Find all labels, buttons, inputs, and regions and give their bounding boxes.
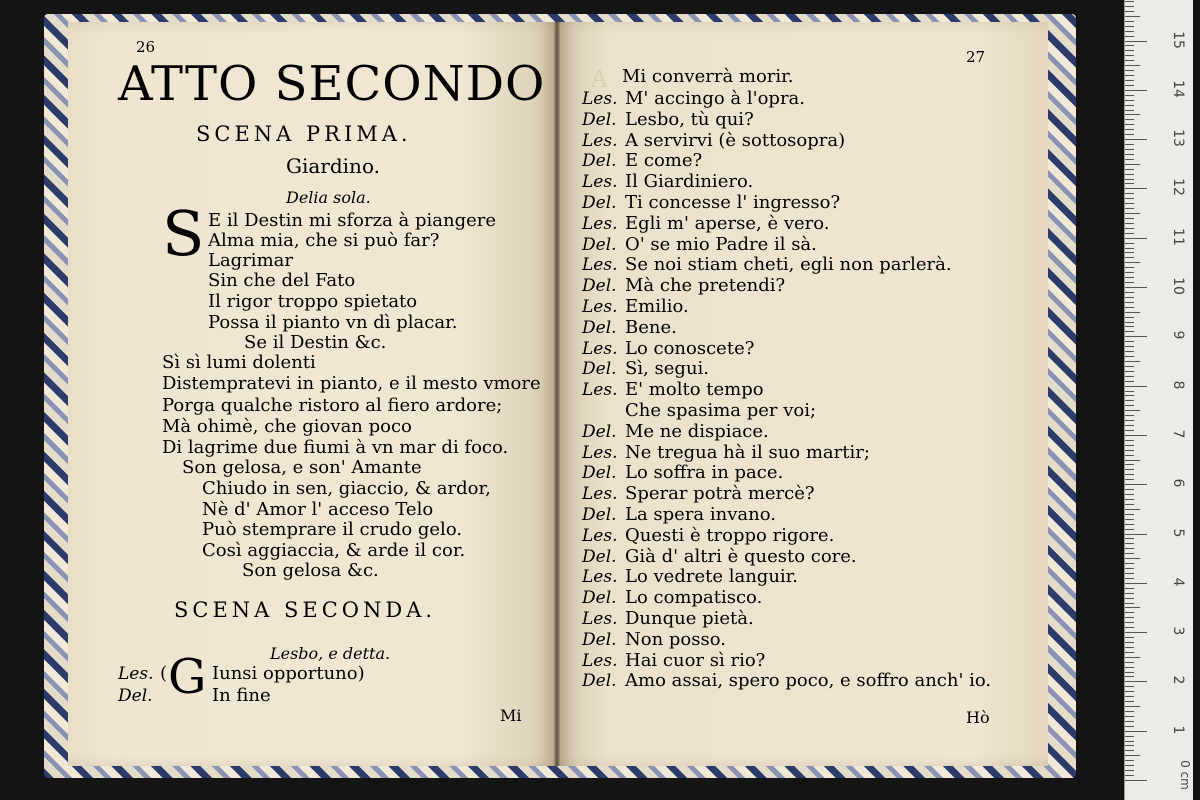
right-catchword: Hò (966, 708, 990, 727)
ruler-tick (1125, 351, 1134, 352)
speaker-label: Del. (582, 546, 617, 567)
speaker-label: Del. (582, 151, 617, 172)
ruler-tick (1125, 134, 1134, 135)
speaker-label: Les. (582, 609, 618, 629)
dialogue-line: Sì, segui. (625, 358, 710, 380)
ruler-tick (1125, 31, 1134, 32)
ruler-tick (1125, 662, 1134, 663)
ruler-tick (1125, 376, 1134, 377)
ruler-tick (1125, 203, 1134, 204)
ruler-tick (1125, 312, 1140, 313)
verse-line: Alma mia, che si può far? (208, 230, 440, 251)
ruler-tick (1125, 154, 1134, 155)
ruler-tick (1125, 257, 1134, 258)
ruler-number: 11 (1170, 227, 1186, 246)
verse-line: Di lagrime due fiumi à vn mar di foco. (162, 437, 509, 458)
ruler-tick (1125, 731, 1147, 732)
ruler-tick (1125, 100, 1134, 101)
dialogue-line: Egli m' aperse, è vero. (625, 212, 830, 234)
dialogue-line: Hai cuor sì rio? (625, 649, 766, 671)
speaker-label: Les. (582, 484, 618, 505)
ruler-tick (1125, 21, 1134, 22)
ruler-tick (1125, 494, 1134, 495)
ruler-tick (1125, 617, 1134, 618)
speaker-label: Del. (582, 421, 617, 442)
ruler-tick (1125, 529, 1134, 530)
ruler-tick (1125, 366, 1134, 367)
ruler-tick (1125, 341, 1134, 342)
speaker-label: Les. (582, 380, 618, 401)
speaker-label: Les. (582, 338, 618, 359)
drop-cap-g: G (168, 649, 207, 705)
verse-line: E il Destin mi sforza à piangere (208, 210, 497, 231)
ruler-tick (1125, 371, 1134, 372)
ruler-tick (1125, 400, 1134, 401)
ruler-tick (1125, 440, 1134, 441)
dialogue-line: Questi è troppo rigore. (625, 524, 835, 546)
ruler-tick (1125, 716, 1134, 717)
ruler-number: 3 (1170, 626, 1186, 636)
ruler-tick (1125, 119, 1134, 120)
ruler-tick (1125, 228, 1134, 229)
ruler-tick (1125, 726, 1134, 727)
ruler-tick (1125, 114, 1140, 115)
ruler-tick (1125, 75, 1134, 76)
ruler-tick (1125, 583, 1147, 584)
ruler-tick (1125, 622, 1134, 623)
ruler-tick (1125, 469, 1134, 470)
ruler-tick (1125, 405, 1134, 406)
speaker-label: Les. (582, 567, 618, 588)
dialogue-line: O' se mio Padre il sà. (625, 233, 817, 255)
ruler-tick (1125, 479, 1134, 480)
ruler-number: 12 (1170, 178, 1186, 197)
ruler-tick (1125, 144, 1134, 145)
ruler-tick (1125, 474, 1134, 475)
speaker-label: Del. (582, 234, 617, 255)
speaker-label: Del. (582, 276, 617, 297)
left-page-number: 26 (136, 38, 156, 56)
ruler-tick (1125, 252, 1134, 253)
verse-line: Così aggiaccia, & arde il cor. (202, 540, 466, 561)
speaker-label: Del. (582, 193, 617, 213)
dialogue-line: Bene. (625, 316, 677, 338)
ruler-tick (1125, 124, 1134, 125)
ruler-tick (1125, 174, 1134, 175)
verse-line: Possa il pianto vn dì placar. (208, 312, 458, 333)
dialogue-line: Mà che pretendi? (625, 275, 786, 297)
ruler-tick (1125, 179, 1134, 180)
ruler-tick (1125, 430, 1134, 431)
ruler-tick (1125, 322, 1134, 323)
speaker-label: Del. (582, 505, 617, 525)
ruler-tick (1125, 706, 1140, 707)
drop-cap-s: S (162, 197, 205, 270)
ruler-tick (1125, 553, 1134, 554)
speaker-label: Les. (582, 89, 618, 109)
open-parenthesis: ( (160, 663, 168, 684)
ruler-number: 15 (1170, 30, 1186, 49)
dialogue-line: E' molto tempo (625, 379, 764, 401)
dialogue-line: Lesbo, tù qui? (625, 108, 754, 130)
stage-direction-two: Lesbo, e detta. (270, 644, 391, 663)
ruler-tick (1125, 317, 1134, 318)
ruler-number: 10 (1170, 277, 1186, 295)
ruler-tick (1125, 691, 1134, 692)
dialogue-line: Amo assai, spero poco, e soffro anch' io. (625, 670, 992, 692)
ruler-tick (1125, 41, 1147, 42)
ruler-tick (1125, 361, 1140, 362)
verse-line: Son gelosa, e son' Amante (182, 457, 422, 478)
verse-line: Sì sì lumi dolenti (162, 352, 316, 373)
ruler-tick (1125, 36, 1134, 37)
ruler-tick (1125, 26, 1134, 27)
ruler-tick (1125, 538, 1134, 539)
ruler-tick (1125, 1, 1134, 2)
measurement-ruler (1124, 0, 1193, 800)
speaker-label: Les. (582, 213, 618, 234)
ruler-tick (1125, 435, 1147, 436)
speaker-label: Les. (582, 255, 618, 276)
ruler-tick (1125, 711, 1134, 712)
ruler-tick (1125, 548, 1134, 549)
speaker-label: Del. (582, 588, 617, 609)
ruler-tick (1125, 198, 1134, 199)
ruler-tick (1125, 607, 1140, 608)
speaker-del: Del. (118, 686, 153, 706)
ruler-tick (1125, 603, 1134, 604)
ruler-tick (1125, 238, 1147, 239)
ruler-number: 13 (1170, 129, 1186, 147)
ruler-number: 8 (1170, 380, 1186, 390)
ruler-tick (1125, 65, 1140, 66)
ruler-tick (1125, 208, 1134, 209)
ruler-tick (1125, 248, 1134, 249)
verse-line: Distempratevi in pianto, e il mesto vmore (162, 373, 541, 394)
ruler-tick (1125, 11, 1134, 12)
speaker-label: Del. (582, 109, 617, 130)
dialogue-line: Lo vedrete languir. (625, 566, 799, 588)
dialogue-line: Lo compatisco. (625, 587, 763, 609)
ruler-tick (1125, 455, 1134, 456)
ruler-tick (1125, 568, 1134, 569)
ruler-tick (1125, 55, 1134, 56)
ruler-tick (1125, 139, 1147, 140)
dialogue-line: Sperar potrà mercè? (625, 483, 815, 505)
ruler-tick (1125, 647, 1134, 648)
dialogue-line: La spera invano. (625, 504, 776, 525)
verse-line: In fine (212, 685, 271, 706)
ruler-tick (1125, 652, 1134, 653)
dialogue-line: Non posso. (625, 628, 726, 650)
ruler-tick (1125, 588, 1134, 589)
ruler-tick (1125, 696, 1134, 697)
ruler-tick (1125, 770, 1134, 771)
verse-line: Lagrimar (208, 250, 293, 271)
ruler-tick (1125, 233, 1134, 234)
speaker-label: Del. (582, 671, 617, 692)
ruler-tick (1125, 598, 1134, 599)
ruler-tick (1125, 297, 1134, 298)
ruler-tick (1125, 760, 1134, 761)
right-page-number: 27 (966, 48, 986, 66)
ruler-tick (1125, 514, 1134, 515)
ruler-tick (1125, 149, 1134, 150)
dialogue-line: A servirvi (è sottosopra) (625, 129, 846, 151)
dialogue-line: Il Giardiniero. (625, 171, 754, 193)
ruler-tick (1125, 70, 1134, 71)
ruler-tick (1125, 721, 1134, 722)
ruler-tick (1125, 681, 1147, 682)
dialogue-line: Che spasima per voi; (625, 400, 817, 421)
ruler-tick (1125, 780, 1147, 781)
ruler-tick (1125, 460, 1140, 461)
ruler-tick (1125, 578, 1134, 579)
speaker-label: Les. (582, 172, 618, 193)
bleed-through-shadow: A (590, 64, 609, 93)
dialogue-line: Me ne dispiace. (625, 420, 769, 442)
ruler-tick (1125, 395, 1134, 396)
ruler-tick (1125, 90, 1147, 91)
ruler-tick (1125, 627, 1134, 628)
ruler-tick (1125, 277, 1134, 278)
ruler-tick (1125, 489, 1134, 490)
ruler-tick (1125, 534, 1147, 535)
ruler-tick (1125, 292, 1134, 293)
ruler-tick (1125, 223, 1134, 224)
ruler-number: 9 (1170, 330, 1186, 340)
speaker-label: Del. (582, 629, 617, 650)
ruler-tick (1125, 159, 1134, 160)
speaker-label: Del. (582, 463, 617, 484)
ruler-tick (1125, 129, 1134, 130)
ruler-number: 4 (1170, 577, 1186, 587)
verse-line: Son gelosa &c. (242, 560, 379, 581)
ruler-tick (1125, 632, 1147, 633)
ruler-tick (1125, 410, 1140, 411)
dialogue-line: Ne tregua hà il suo martir; (625, 441, 870, 463)
ruler-tick (1125, 356, 1134, 357)
dialogue-line: Se noi stiam cheti, egli non parlerà. (625, 254, 952, 276)
ruler-number: 1 (1170, 725, 1186, 735)
ruler-tick (1125, 499, 1134, 500)
dialogue-line: M' accingo à l'opra. (625, 88, 805, 109)
speaker-label: Les. (582, 525, 618, 546)
ruler-tick (1125, 218, 1134, 219)
speaker-label: Les. (582, 130, 618, 151)
verse-line: Il rigor troppo spietato (208, 291, 418, 312)
dialogue-line: Dunque pietà. (625, 608, 754, 629)
ruler-tick (1125, 391, 1134, 392)
ruler-tick (1125, 85, 1134, 86)
verse-line: Sin che del Fato (208, 270, 356, 291)
ruler-tick (1125, 543, 1134, 544)
ruler-tick (1125, 287, 1147, 288)
ruler-tick (1125, 183, 1134, 184)
ruler-tick (1125, 657, 1140, 658)
dialogue-line: Mi converrà morir. (622, 66, 794, 87)
ruler-tick (1125, 765, 1134, 766)
ruler-tick (1125, 188, 1147, 189)
act-title: ATTO SECONDO (118, 56, 546, 112)
ruler-tick (1125, 612, 1134, 613)
ruler-number: 7 (1170, 429, 1186, 439)
ruler-number: 5 (1170, 528, 1186, 537)
stage-direction-one: Delia sola. (286, 188, 371, 207)
ruler-tick (1125, 326, 1134, 327)
verse-line: Mà ohimè, che giovan poco (162, 416, 412, 437)
dialogue-line: E come? (625, 150, 703, 172)
ruler-tick (1125, 267, 1134, 268)
ruler-tick (1125, 386, 1147, 387)
speaker-label: Del. (582, 317, 617, 338)
speaker-label: Les. (582, 650, 618, 671)
speaker-label: Del. (582, 359, 617, 380)
ruler-tick (1125, 563, 1134, 564)
ruler-tick (1125, 50, 1134, 51)
ruler-tick (1125, 450, 1134, 451)
ruler-tick (1125, 164, 1140, 165)
ruler-tick (1125, 593, 1134, 594)
ruler-number: 2 (1170, 675, 1186, 685)
verse-line: Nè d' Amor l' acceso Telo (202, 499, 434, 520)
ruler-tick (1125, 381, 1134, 382)
ruler-tick (1125, 425, 1134, 426)
ruler-tick (1125, 573, 1134, 574)
verse-line: Porga qualche ristoro al fiero ardore; (162, 395, 503, 416)
ruler-tick (1125, 302, 1134, 303)
ruler-tick (1125, 282, 1134, 283)
speaker-label: Les. (582, 442, 618, 463)
ruler-tick (1125, 672, 1134, 673)
verse-line: Chiudo in sen, giaccio, & ardor, (202, 478, 491, 499)
ruler-tick (1125, 307, 1134, 308)
ruler-tick (1125, 272, 1134, 273)
dialogue-line: Emilio. (625, 296, 689, 317)
ruler-tick (1125, 105, 1134, 106)
ruler-tick (1125, 519, 1134, 520)
speaker-les: Les. (118, 664, 154, 684)
speaker-label: Les. (582, 297, 618, 317)
ruler-tick (1125, 775, 1134, 776)
left-catchword: Mi (500, 706, 522, 725)
dialogue-line: Lo soffra in pace. (625, 462, 784, 484)
ruler-tick (1125, 741, 1134, 742)
book-gutter (554, 22, 560, 766)
ruler-tick (1125, 16, 1140, 17)
dialogue-line: Ti concesse l' ingresso? (625, 192, 841, 213)
ruler-tick (1125, 60, 1134, 61)
ruler-tick (1125, 346, 1134, 347)
scene-setting: Giardino. (286, 154, 380, 178)
ruler-tick (1125, 464, 1134, 465)
ruler-tick (1125, 736, 1134, 737)
ruler-unit-label: 0 cm (1178, 760, 1192, 790)
ruler-tick (1125, 445, 1134, 446)
ruler-tick (1125, 524, 1134, 525)
ruler-tick (1125, 80, 1134, 81)
ruler-tick (1125, 642, 1134, 643)
dialogue-line: Lo conoscete? (625, 337, 755, 359)
ruler-tick (1125, 667, 1134, 668)
ruler-tick (1125, 504, 1134, 505)
ruler-tick (1125, 95, 1134, 96)
dialogue-line: Già d' altri è questo core. (625, 545, 857, 567)
ruler-tick (1125, 509, 1140, 510)
ruler-tick (1125, 750, 1134, 751)
scene-one-title: SCENA PRIMA. (196, 122, 412, 146)
ruler-tick (1125, 45, 1134, 46)
ruler-tick (1125, 6, 1134, 7)
ruler-tick (1125, 686, 1134, 687)
ruler-tick (1125, 336, 1147, 337)
ruler-tick (1125, 243, 1134, 244)
verse-line: Iunsi opportuno) (212, 663, 365, 684)
ruler-tick (1125, 420, 1134, 421)
ruler-tick (1125, 701, 1134, 702)
ruler-tick (1125, 110, 1134, 111)
ruler-tick (1125, 213, 1140, 214)
ruler-tick (1125, 262, 1140, 263)
ruler-tick (1125, 558, 1140, 559)
ruler-tick (1125, 745, 1134, 746)
ruler-tick (1125, 484, 1147, 485)
ruler-tick (1125, 637, 1134, 638)
verse-line: Può stemprare il crudo gelo. (202, 519, 463, 540)
verse-line: Se il Destin &c. (244, 332, 387, 353)
scene-two-title: SCENA SECONDA. (174, 598, 437, 622)
ruler-tick (1125, 415, 1134, 416)
ruler-tick (1125, 676, 1134, 677)
ruler-tick (1125, 169, 1134, 170)
ruler-number: 14 (1170, 79, 1186, 98)
ruler-number: 6 (1170, 478, 1186, 488)
ruler-tick (1125, 331, 1134, 332)
ruler-tick (1125, 193, 1134, 194)
ruler-tick (1125, 755, 1140, 756)
